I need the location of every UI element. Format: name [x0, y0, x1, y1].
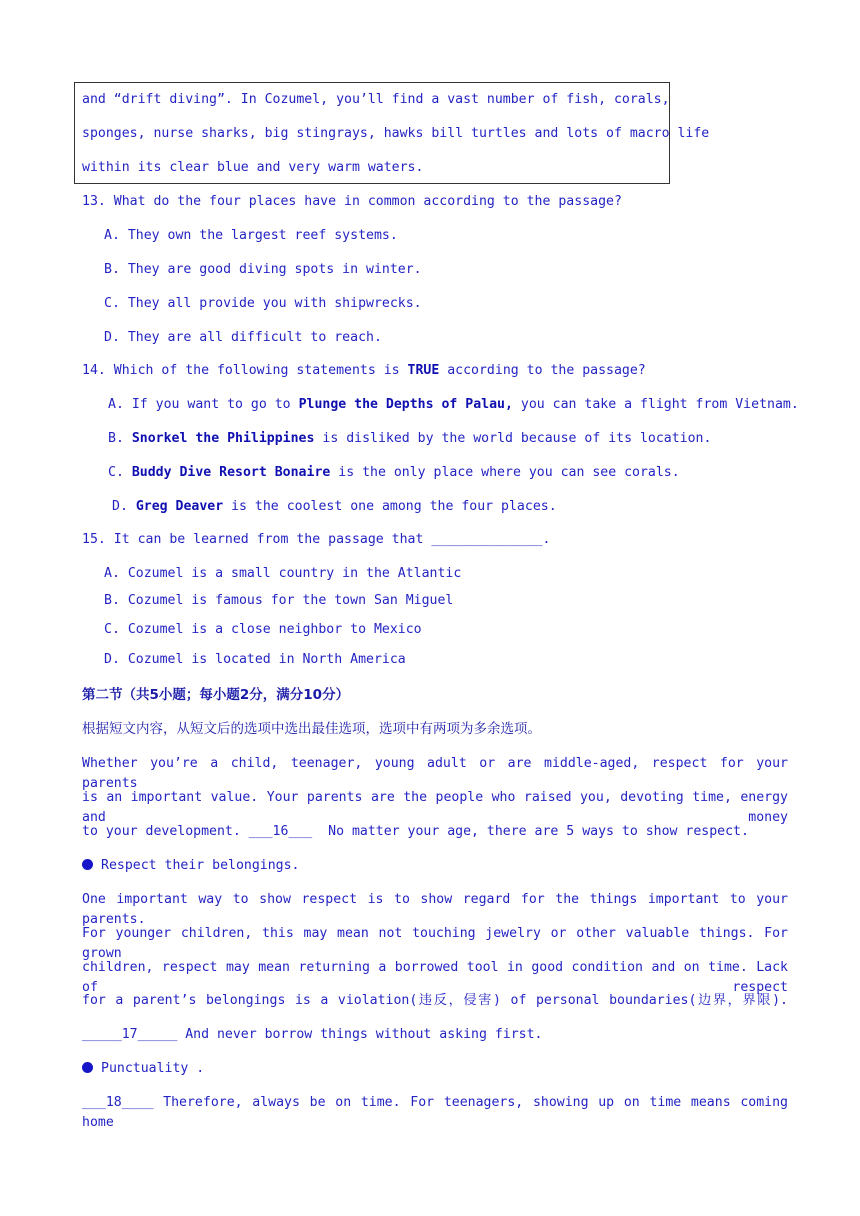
passage-p2-line-5: _____17_____ And never borrow things without asking first.	[82, 1027, 543, 1042]
question-15-option-c: C. Cozumel is a close neighbor to Mexico	[104, 622, 422, 637]
passage-p1-line-1: Whether you’re a child, teenager, young adult or are middle-aged, respect for your parents	[82, 756, 788, 791]
question-14-option-c: C. Buddy Dive Resort Bonaire is the only place where you can see corals.	[108, 465, 680, 480]
question-14-option-d: D. Greg Deaver is the coolest one among the four places.	[112, 499, 557, 514]
question-15-option-b: B. Cozumel is famous for the town San Miguel	[104, 593, 454, 608]
question-15-stem: 15. It can be learned from the passage that ______________.	[82, 532, 551, 547]
passage-p1-line-2: is an important value. Your parents are the people who raised you, devoting time, energy and money	[82, 790, 788, 825]
passage-p3-line-1: ___18____ Therefore, always be on time. For teenagers, showing up on time means coming home	[82, 1095, 788, 1130]
section-2-title: 第二节（共5小题；每小题2分，满分10分）	[82, 687, 350, 703]
question-15-option-a: A. Cozumel is a small country in the Atlantic	[104, 566, 462, 581]
bullet-dot-icon	[82, 859, 93, 870]
box-line-1: and “drift diving”. In Cozumel, you’ll find a vast number of fish, corals,	[82, 92, 670, 107]
box-line-3: within its clear blue and very warm waters.	[82, 160, 424, 175]
question-14-stem: 14. Which of the following statements is TRUE according to the passage?	[82, 363, 646, 378]
question-14-option-b: B. Snorkel the Philippines is disliked by the world because of its location.	[108, 431, 712, 446]
passage-p1-line-3: to your development. ___16___ No matter your age, there are 5 ways to show respect.	[82, 824, 749, 839]
passage-p2-line-4: for a parent’s belongings is a violation(违反，侵害) of personal boundaries(边界，界限).	[82, 993, 788, 1008]
question-13-option-d: D. They are all difficult to reach.	[104, 330, 382, 345]
passage-p2-line-1: One important way to show respect is to show regard for the things important to your parents.	[82, 892, 788, 927]
question-13-option-c: C. They all provide you with shipwrecks.	[104, 296, 422, 311]
bullet-punctuality: Punctuality .	[82, 1059, 204, 1079]
box-line-2: sponges, nurse sharks, big stingrays, hawks bill turtles and lots of macro life	[82, 126, 710, 141]
section-2-instruction: 根据短文内容，从短文后的选项中选出最佳选项，选项中有两项为多余选项。	[82, 721, 541, 737]
question-14-option-a: A. If you want to go to Plunge the Depths of Palau, you can take a flight from Vietnam.	[108, 397, 799, 412]
question-13-option-b: B. They are good diving spots in winter.	[104, 262, 422, 277]
bullet-dot-icon	[82, 1062, 93, 1073]
bullet-respect-belongings: Respect their belongings.	[82, 856, 300, 876]
question-15-option-d: D. Cozumel is located in North America	[104, 652, 406, 667]
question-13-option-a: A. They own the largest reef systems.	[104, 228, 398, 243]
question-13-stem: 13. What do the four places have in common according to the passage?	[82, 194, 622, 209]
passage-p2-line-3: children, respect may mean returning a borrowed tool in good condition and on time. Lack of respect	[82, 960, 788, 995]
passage-p2-line-2: For younger children, this may mean not touching jewelry or other valuable things. For grown	[82, 926, 788, 961]
